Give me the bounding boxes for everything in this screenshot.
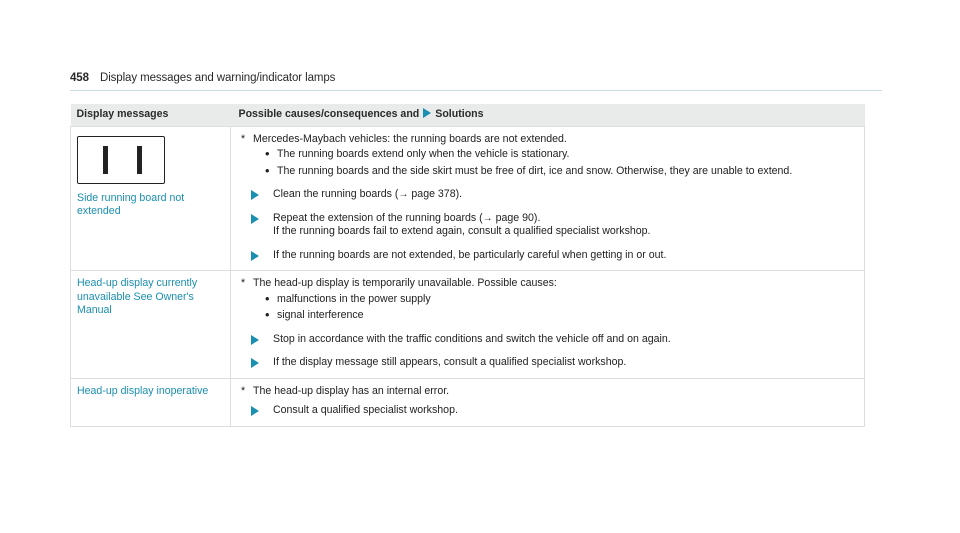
running-board-warning-icon <box>77 136 165 184</box>
cause-bullets <box>263 293 856 323</box>
action-text: If the display message still appears, consult a qualified specialist workshop. <box>273 356 627 368</box>
column-header-causes: Possible causes/consequences and <box>238 108 420 120</box>
cause-item <box>241 133 856 179</box>
action-step <box>239 404 856 418</box>
action-arrow-icon <box>251 335 259 345</box>
page-ref-arrow-icon: → <box>482 212 493 224</box>
message-cell <box>71 271 231 379</box>
action-extra-text: If the running boards fail to extend again, consult a qualified specialist workshop. <box>273 225 651 237</box>
page-number: 458 <box>70 72 89 84</box>
action-arrow-icon <box>251 214 259 224</box>
action-text: Stop in accordance with the traffic conditions and switch the vehicle off and on again. <box>273 332 671 345</box>
message-title: Side running board not extended <box>77 191 185 217</box>
action-text: Repeat the extension of the running boards ( <box>273 211 483 224</box>
cause-marker: * <box>241 132 246 145</box>
list-item: • The running boards and the side skirt must be free of dirt, ice and snow. Otherwise, they are unable to extend. <box>263 165 856 179</box>
cause-marker: * <box>241 277 246 289</box>
solution-arrow-icon <box>423 108 431 118</box>
page-header <box>70 72 882 91</box>
solution-cell <box>231 271 865 379</box>
table-row <box>71 126 865 271</box>
cause-item <box>241 277 856 323</box>
cause-text: The head-up display has an internal error. <box>253 384 450 397</box>
solution-cell <box>231 378 865 426</box>
page-ref-arrow-icon: → <box>398 189 409 200</box>
table-header-row <box>71 104 865 126</box>
cause-text: The head-up display is temporarily unavailable. Possible causes: <box>253 277 557 289</box>
list-item: • The running boards extend only when the vehicle is stationary. <box>263 148 856 162</box>
cause-marker: * <box>241 384 246 397</box>
column-header-solutions: Solutions <box>435 108 484 120</box>
page-header-title: Display messages and warning/indicator lamps <box>100 72 336 84</box>
action-step <box>239 356 856 370</box>
page-reference-link[interactable]: page 90). <box>495 211 541 224</box>
page-reference-link[interactable]: page 378). <box>411 188 463 200</box>
display-messages-table <box>70 104 865 427</box>
action-text: Clean the running boards ( <box>273 188 399 200</box>
running-board-bar-left <box>103 146 108 174</box>
message-title: Head-up display currently unavailable See Owner's Manual <box>77 277 198 316</box>
message-cell <box>71 378 231 426</box>
cause-bullets <box>263 148 856 178</box>
action-step <box>239 212 856 239</box>
action-arrow-icon <box>251 190 259 200</box>
running-board-bar-right <box>137 146 142 174</box>
cause-item <box>241 385 856 399</box>
message-cell <box>71 126 231 271</box>
action-arrow-icon <box>251 251 259 261</box>
action-step <box>239 333 856 347</box>
column-header-causes-solutions <box>231 104 865 126</box>
table-row <box>71 378 865 426</box>
column-header-display-messages: Display messages <box>71 104 231 126</box>
action-text: If the running boards are not extended, be particularly careful when getting in or out. <box>273 248 667 261</box>
list-item: • malfunctions in the power supply <box>263 293 856 307</box>
action-step <box>239 249 856 263</box>
message-title: Head-up display inoperative <box>77 384 209 397</box>
solution-cell <box>231 126 865 271</box>
list-item: • signal interference <box>263 309 856 323</box>
action-text: Consult a qualified specialist workshop. <box>273 404 458 416</box>
action-arrow-icon <box>251 358 259 368</box>
cause-text: Mercedes-Maybach vehicles: the running boards are not extended. <box>253 132 567 145</box>
action-step <box>239 188 856 202</box>
action-arrow-icon <box>251 406 259 416</box>
table-row <box>71 271 865 379</box>
